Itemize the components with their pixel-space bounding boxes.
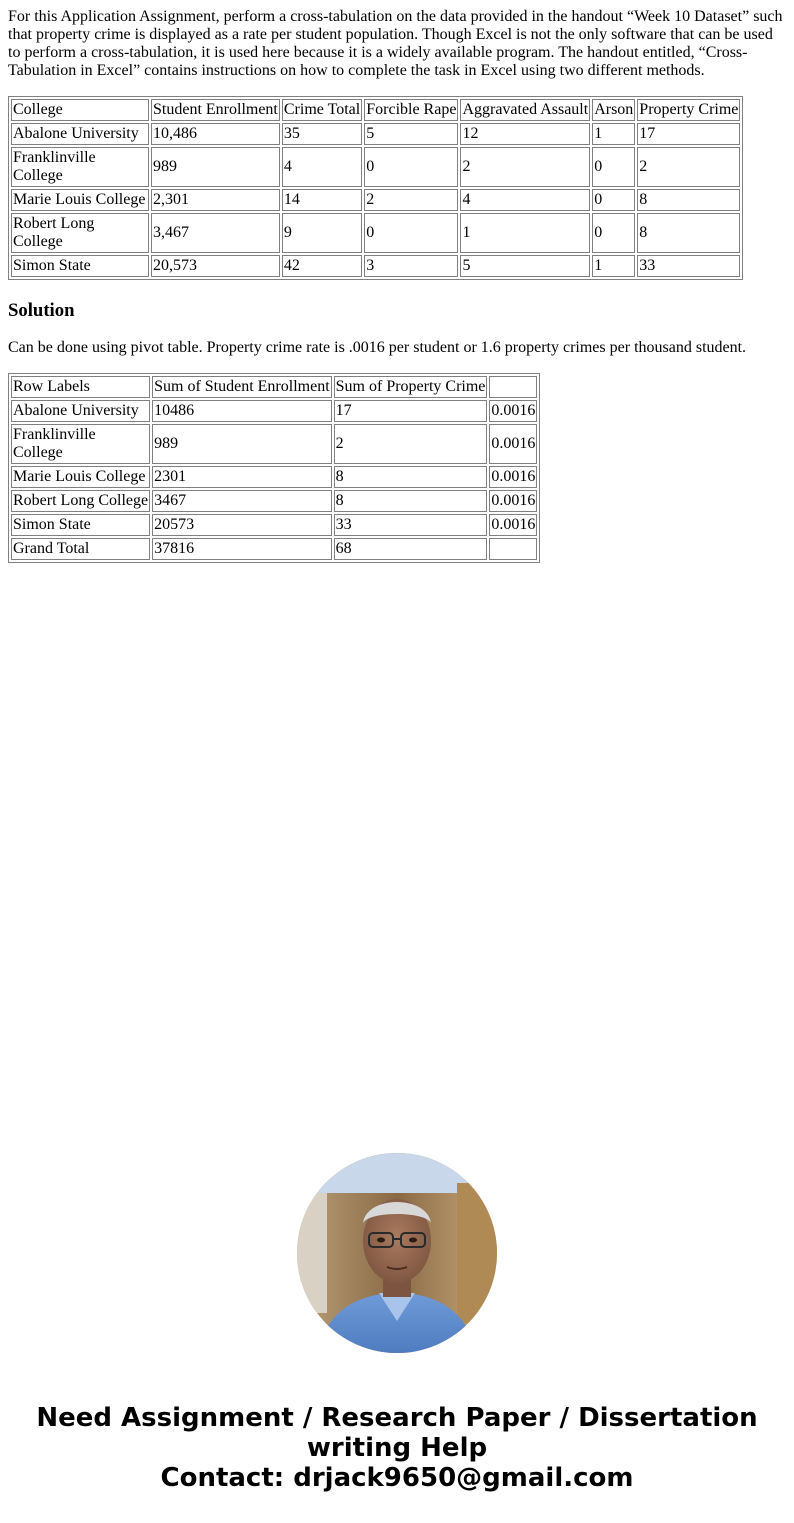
enrollment-cell: 20,573 <box>151 255 280 277</box>
footer-line: writing Help <box>306 1433 488 1463</box>
row-label-cell: Marie Louis College <box>11 466 150 488</box>
table-row <box>11 189 740 211</box>
table-row <box>11 255 740 277</box>
sum-enrollment-cell: 10486 <box>152 400 332 422</box>
enrollment-cell: 3,467 <box>151 213 280 253</box>
sum-enrollment-cell: 2301 <box>152 466 332 488</box>
row-label-cell: Simon State <box>11 514 150 536</box>
crime-total-cell: 42 <box>282 255 362 277</box>
aggravated-assault-cell: 2 <box>460 147 590 187</box>
arson-cell: 1 <box>592 123 635 145</box>
author-avatar <box>297 1153 497 1353</box>
sum-property-crime-cell: 8 <box>334 490 488 512</box>
pivot-header-cell: Sum of Student Enrollment <box>152 376 332 398</box>
pivot-header-cell <box>489 376 537 398</box>
table-row <box>11 213 740 253</box>
table-row <box>11 424 537 464</box>
sum-property-crime-cell: 33 <box>334 514 488 536</box>
footer-line: Need Assignment / Research Paper / Dissertation <box>36 1403 758 1433</box>
rate-cell: 0.0016 <box>489 400 537 422</box>
sum-property-crime-cell: 2 <box>334 424 488 464</box>
forcible-rape-cell: 3 <box>364 255 458 277</box>
solution-heading: Solution <box>8 300 75 321</box>
college-cell: Marie Louis College <box>11 189 149 211</box>
table-row <box>11 147 740 187</box>
property-crime-cell: 8 <box>637 213 740 253</box>
crime-total-cell: 14 <box>282 189 362 211</box>
college-cell: Franklinville College <box>11 147 149 187</box>
property-crime-cell: 17 <box>637 123 740 145</box>
aggravated-assault-cell: 5 <box>460 255 590 277</box>
document-body <box>0 0 794 563</box>
aggravated-assault-cell: 1 <box>460 213 590 253</box>
college-cell: Abalone University <box>11 123 149 145</box>
arson-cell: 0 <box>592 189 635 211</box>
sum-enrollment-cell: 3467 <box>152 490 332 512</box>
rate-cell: 0.0016 <box>489 514 537 536</box>
footer-contact <box>0 1403 794 1493</box>
dataset-header-cell: Arson <box>592 99 635 121</box>
arson-cell: 0 <box>592 213 635 253</box>
college-cell: Robert Long College <box>11 213 149 253</box>
sum-property-crime-cell: 17 <box>334 400 488 422</box>
arson-cell: 0 <box>592 147 635 187</box>
rate-cell <box>489 538 537 560</box>
sum-enrollment-cell: 37816 <box>152 538 332 560</box>
property-crime-cell: 8 <box>637 189 740 211</box>
dataset-header-cell: Forcible Rape <box>364 99 458 121</box>
enrollment-cell: 10,486 <box>151 123 280 145</box>
forcible-rape-cell: 0 <box>364 147 458 187</box>
table-row <box>11 400 537 422</box>
forcible-rape-cell: 0 <box>364 213 458 253</box>
table-row <box>11 123 740 145</box>
row-label-cell: Grand Total <box>11 538 150 560</box>
property-crime-cell: 2 <box>637 147 740 187</box>
pivot-header-row <box>11 376 537 398</box>
sum-enrollment-cell: 20573 <box>152 514 332 536</box>
row-label-cell: Robert Long College <box>11 490 150 512</box>
dataset-header-row <box>11 99 740 121</box>
college-cell: Simon State <box>11 255 149 277</box>
dataset-header-cell: Student Enrollment <box>151 99 280 121</box>
pivot-header-cell: Row Labels <box>11 376 150 398</box>
enrollment-cell: 989 <box>151 147 280 187</box>
author-photo-image <box>297 1153 497 1353</box>
sum-property-crime-cell: 8 <box>334 466 488 488</box>
sum-property-crime-cell: 68 <box>334 538 488 560</box>
table-row <box>11 490 537 512</box>
intro-paragraph: For this Application Assignment, perform a cross-tabulation on the data provided in the handout “Week 10 Dataset” such that property crime is displayed as a rate per student population. Though Excel is not the only software that can be used to perform a cross-tabulation, it is used here because it is a widely available program. The handout entitled, “Cross-Tabulation in Excel” contains instructions on how to complete the task in Excel using two different methods. <box>8 8 783 79</box>
pivot-header-cell: Sum of Property Crime <box>334 376 488 398</box>
dataset-header-cell: Property Crime <box>637 99 740 121</box>
forcible-rape-cell: 5 <box>364 123 458 145</box>
property-crime-cell: 33 <box>637 255 740 277</box>
aggravated-assault-cell: 12 <box>460 123 590 145</box>
forcible-rape-cell: 2 <box>364 189 458 211</box>
enrollment-cell: 2,301 <box>151 189 280 211</box>
solution-text: Can be done using pivot table. Property crime rate is .0016 per student or 1.6 property crimes per thousand student. <box>8 339 747 356</box>
rate-cell: 0.0016 <box>489 466 537 488</box>
rate-cell: 0.0016 <box>489 424 537 464</box>
rate-cell: 0.0016 <box>489 490 537 512</box>
table-row <box>11 466 537 488</box>
dataset-table <box>8 96 743 280</box>
dataset-header-cell: Crime Total <box>282 99 362 121</box>
dataset-header-cell: College <box>11 99 149 121</box>
aggravated-assault-cell: 4 <box>460 189 590 211</box>
grand-total-row <box>11 538 537 560</box>
crime-total-cell: 9 <box>282 213 362 253</box>
crime-total-cell: 35 <box>282 123 362 145</box>
dataset-header-cell: Aggravated Assault <box>460 99 590 121</box>
row-label-cell: Franklinville College <box>11 424 150 464</box>
table-row <box>11 514 537 536</box>
footer-contact-email: Contact: drjack9650@gmail.com <box>160 1463 634 1493</box>
arson-cell: 1 <box>592 255 635 277</box>
pivot-table <box>8 373 540 563</box>
crime-total-cell: 4 <box>282 147 362 187</box>
sum-enrollment-cell: 989 <box>152 424 332 464</box>
row-label-cell: Abalone University <box>11 400 150 422</box>
